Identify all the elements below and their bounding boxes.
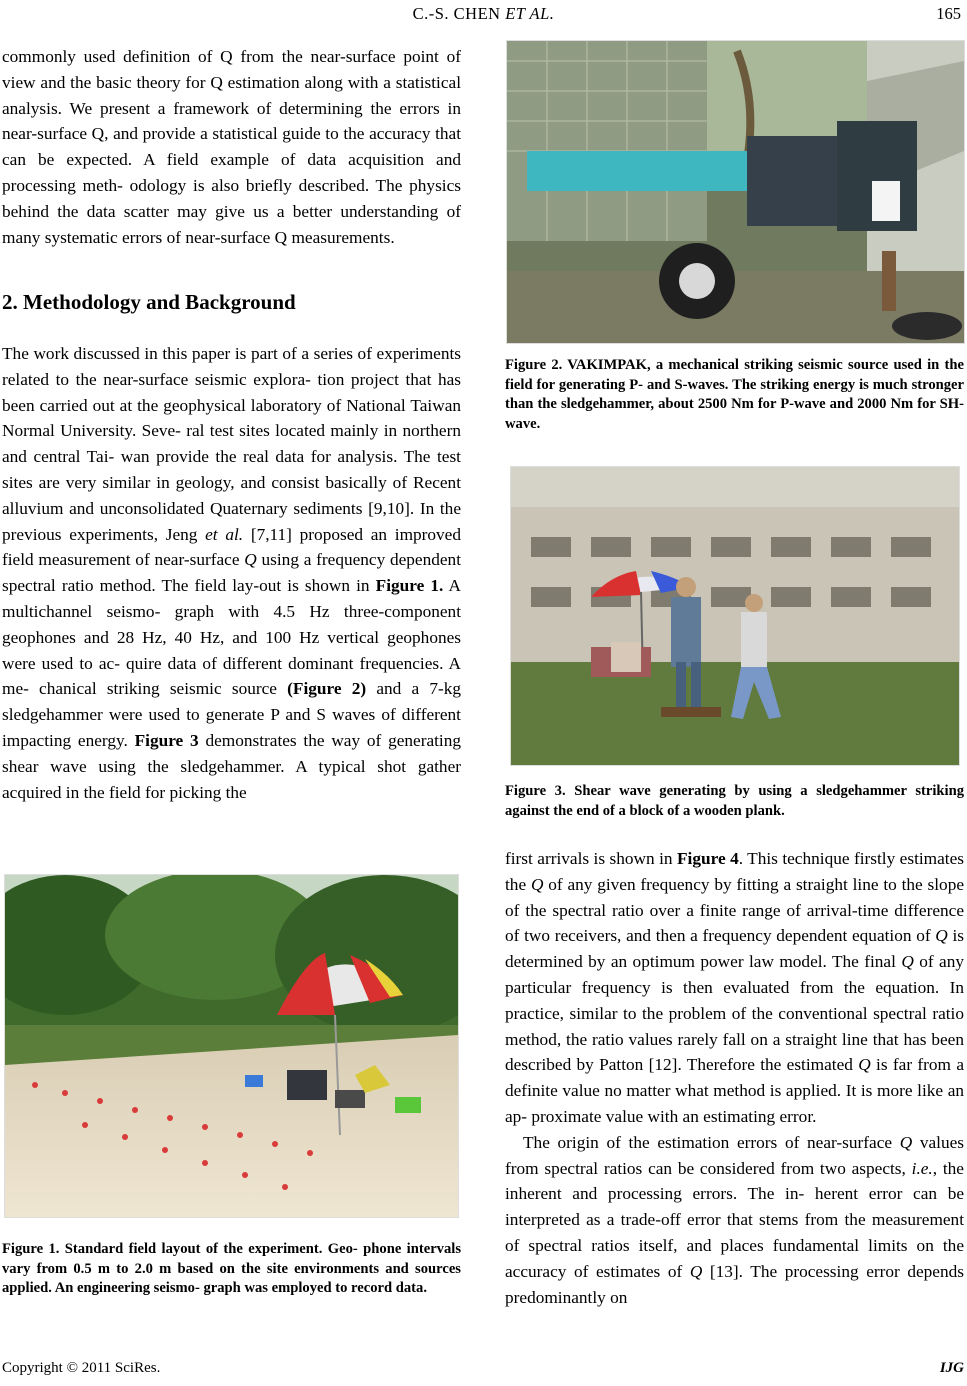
- figure2-caption: Figure 2. VAKIMPAK, a mechanical striking seismic source used in the field for generating P- and S-waves. The striking energy is much stronger than the sledgehammer, about 2500 Nm for P-wave and 2000 Nm for SH-wave.: [505, 357, 964, 433]
- para4-q-symbol-1: Q: [899, 1132, 913, 1152]
- figure3-caption-block: [505, 782, 964, 821]
- para4-q-symbol-2: Q: [689, 1261, 703, 1281]
- running-author: C.-S. CHEN: [412, 4, 501, 23]
- figure3-sledgehammer-image: [511, 467, 959, 765]
- para4-text-b: values from spectral ratios can be considered from two aspects,: [505, 1132, 965, 1178]
- paragraph-first-arrivals: [505, 846, 964, 1130]
- para2-text-f: demonstrates the way of generating shear wave using the sledgehammer. A typical shot gather acquired in the field for picking the: [2, 730, 462, 802]
- section-heading-block: [2, 290, 461, 315]
- figure2-reference: (Figure 2): [287, 679, 367, 699]
- figure3-caption: Figure 3. Shear wave generating by using a sledgehammer striking against the end of a block of a wooden plank.: [505, 783, 964, 819]
- page-header: [0, 0, 967, 26]
- figure1-caption-block: [2, 1240, 461, 1299]
- left-column: [2, 44, 461, 250]
- para2-text-c: using a frequency dependent spectral ratio method. The field lay-out is shown in: [2, 550, 461, 596]
- paragraph-methodology: [2, 341, 461, 805]
- figure1-photo: [4, 874, 459, 1218]
- copyright-notice: Copyright © 2011 SciRes.: [2, 1360, 161, 1376]
- right-body-block: [505, 846, 964, 1310]
- para3-text-c: of any given frequency by fitting a straight line to the slope of the spectral ratio over a finite range of arrival-time difference of two receivers, and then a frequency dependent equation of: [505, 874, 965, 946]
- figure3-reference: Figure 3: [134, 730, 199, 750]
- para2-text-d: A multichannel seismo- graph with 4.5 Hz three-component geophones and 28 Hz, 40 Hz, and 100 Hz vertical geophones were used to ac- quire data of different dominant frequencies. A me- chanical striking seismic source: [2, 576, 461, 699]
- figure1-reference: Figure 1.: [375, 576, 444, 596]
- journal-abbreviation: IJG: [939, 1360, 964, 1376]
- figure2-photo: [506, 40, 965, 344]
- para4-ie: i.e.: [911, 1158, 933, 1178]
- para3-q-symbol-2: Q: [935, 926, 948, 946]
- running-etal: ET AL.: [505, 4, 555, 23]
- para2-text-b: [7,11] proposed an improved field measurement of near-surface: [2, 524, 461, 570]
- para2-text-a: The work discussed in this paper is part of a series of experiments related to the near-surface seismic explora- tion project that has been carried out at the geophysical laboratory of National Taiwan Normal University. Seve- ral test sites located mainly in northern and central Tai- wan provide the real data for analysis. The test sites are very similar in geology, and consist basically of Recent alluvium and unconsolidated Quaternary sediments [9,10]. In the previous experiments, Jeng: [2, 344, 461, 544]
- para3-q-symbol-3: Q: [901, 952, 914, 972]
- page-number: 165: [936, 4, 961, 23]
- running-title: [0, 4, 967, 24]
- figure2-caption-block: [505, 356, 964, 435]
- para2-text-e: and a 7-kg sledgehammer were used to generate P and S waves of different impacting energy.: [2, 679, 461, 750]
- para2-q-symbol: Q: [244, 550, 257, 570]
- methodology-paragraph-block: [2, 341, 461, 805]
- para3-text-f: is far from a definite value no matter what method is applied. It is more like an ap- proximate value with an estimating error.: [505, 1055, 964, 1126]
- para2-etal: et al.: [205, 524, 244, 544]
- para3-text-b: . This technique firstly estimates the: [505, 849, 964, 894]
- para3-q-symbol-1: Q: [530, 874, 544, 894]
- figure3-photo: [510, 466, 960, 766]
- para3-q-symbol-4: Q: [858, 1055, 871, 1075]
- paragraph-error-origins: [505, 1130, 964, 1311]
- figure4-reference: Figure 4: [676, 849, 739, 868]
- page-footer: [2, 1360, 964, 1377]
- para3-text-d: is determined by an optimum power law model. The final: [505, 926, 964, 972]
- figure1-field-layout-image: [5, 875, 458, 1217]
- para3-text-a: first arrivals is shown in: [505, 849, 677, 868]
- paragraph-intro-end: commonly used definition of Q from the near-surface point of view and the basic theory for Q estimation along with a statistical analysis. We present a framework of determining the errors in near-surface Q, and provide a statistical guide to the accuracy that can be expected. A field example of data acquisition and processing meth- odology is also briefly described. The physics behind the data scatter may give us a better understanding of many systematic errors of near-surface Q measurements.: [2, 47, 461, 247]
- para3-text-e: of any particular frequency is then evaluated from the equation. In practice, similar to the problem of the conventional spectral ratio method, the ratio values rarely fall on a straight line that has been described by Patton [12]. Therefore the estimated: [505, 952, 964, 1075]
- para4-text-a: The origin of the estimation errors of near-surface: [523, 1132, 900, 1152]
- figure1-caption: Figure 1. Standard field layout of the experiment. Geo- phone intervals vary from 0.5 m to 2.0 m based on the site environments and sources applied. An engineering seismo- graph was employed to record data.: [2, 1241, 461, 1297]
- para4-text-d: [13]. The processing error depends predominantly on: [505, 1261, 964, 1307]
- section-heading: 2. Methodology and Background: [2, 290, 296, 314]
- para4-text-c: , the inherent and processing errors. The in- herent error can be interpreted as a trade-off error that stems from the measurement of spectral ratios itself, and places fundamental limits on the accuracy of estimates of: [505, 1158, 964, 1281]
- figure2-vakimpak-image: [507, 41, 964, 343]
